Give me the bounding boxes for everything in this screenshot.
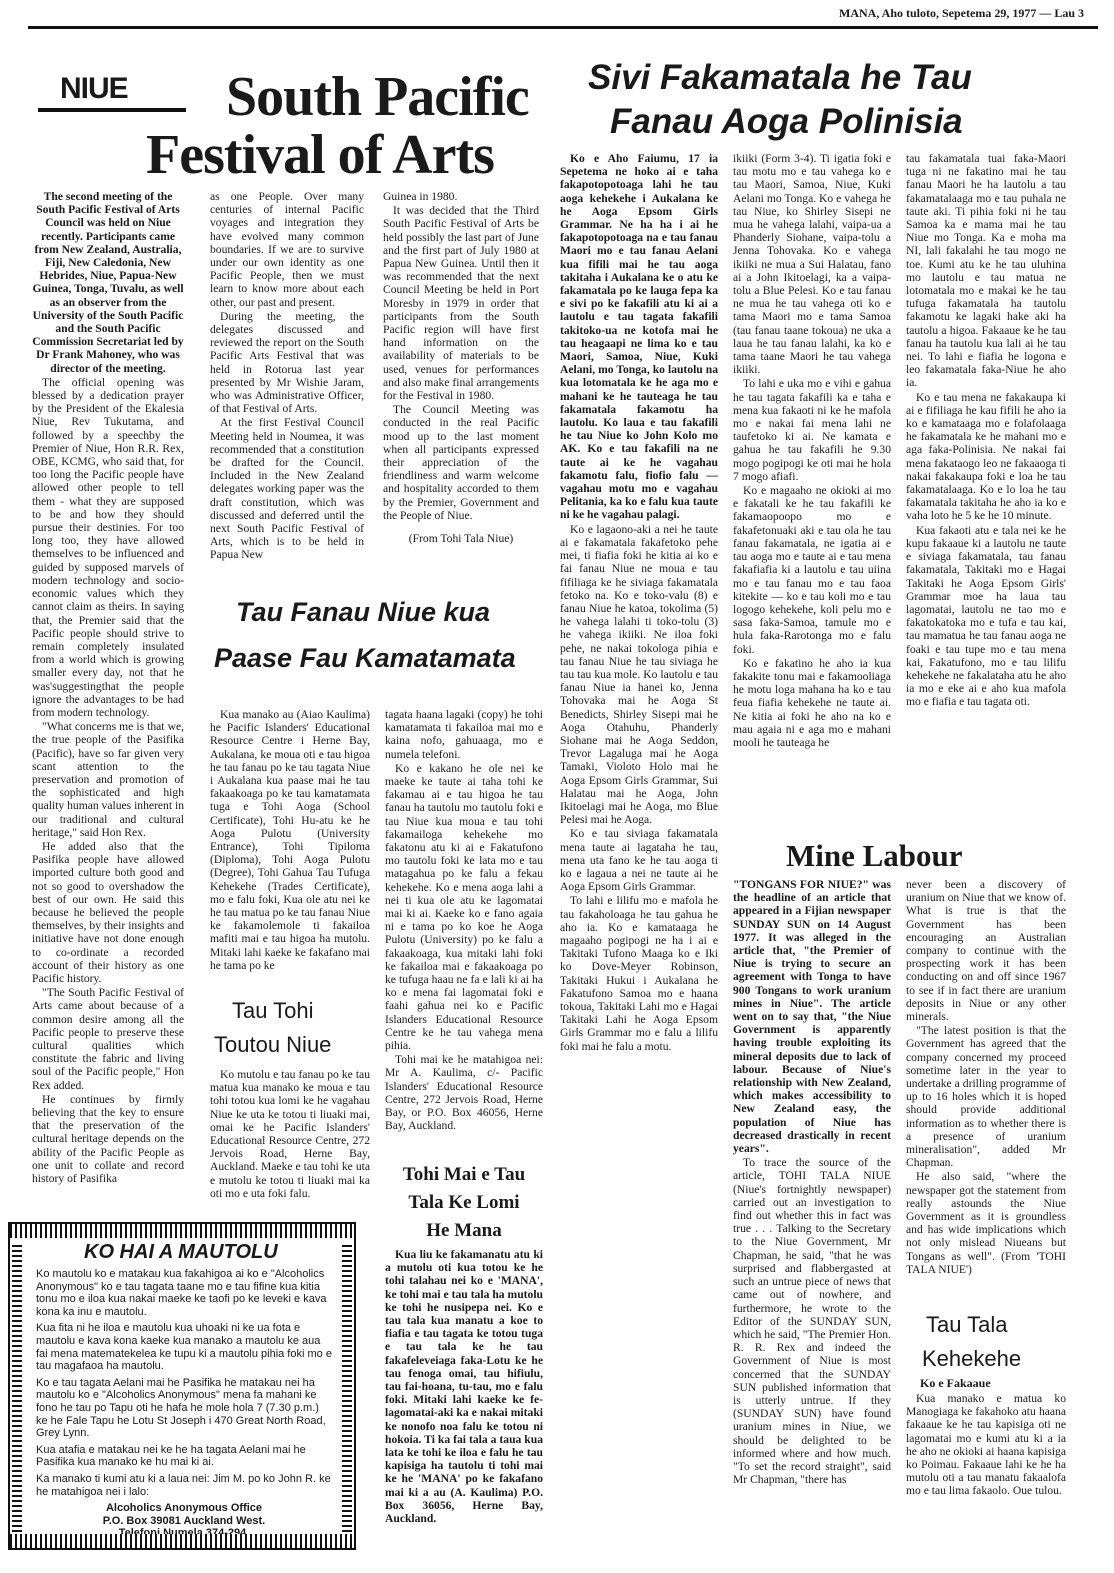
article3-column-2 <box>385 708 543 1156</box>
article1-paragraph: He added also that the Pasifika people have allowed imported culture both good and not so good to overshadow the best of our own. He said this because he believed the people themselves, by their insights and initiative have not done enough to co-ordinate a recorded account of their history as one Pacific history. <box>32 839 184 985</box>
article3-paragraph: Tohi mai ke he matahigoa nei: Mr A. Kaulima, c/- Pacific Islanders' Educational Resource Centre, 272 Jervois Road, Herne Bay, or P.O. Box 46056, Herne Bay, Auckland. <box>385 1053 543 1133</box>
article1-column-3 <box>383 190 539 584</box>
article2-paragraph: Ko e magaaho ne okioki ai mo e fakatali ke he tau fakafili ke fakamaopoopo mo e fakafetonuaki aki e tau ola he tau fanau fakamatala, ne igatia ai e tau aoga mo e taute ai e tau mena fakafiafia ki a lautolu e tau uiina mo e tau fanau mo e tau faoa kitekite — ko e tau koli mo e tau logogo kehekehe, koli pelu mo e sasa faka-Samoa, tamule mo e hula faka-Rarotonga mo e falu foki. <box>733 484 891 656</box>
article1-paragraph: "The South Pacific Festival of Arts came about because of a common desire among all the Pacific people to preserve these cultural qualities which constitute the fabric and living soul of the Pacific people," Hon Rex added. <box>32 986 184 1092</box>
article7-subhead: Ko e Fakaaue <box>920 1376 991 1390</box>
article3-paragraph: Kua manako au (Aiao Kaulima) he Pacific Islanders' Educational Resource Centre i Herne Bay, Aukalana, ke moua oti e tau higoa he tau fanau po ke tau tagata Niue i Aukalana kua paase mai he tau fakaakoaga po ke tau kamatamata tuga e Tohi Aoga (School Certificate), Tohi Hu-atu ke he Aoga Pulotu (University Entrance), Tohi Tipiloma (Diploma), Tohi Aoga Pulotu (Degree), Tohi Gahua Tau Tufuga Kehekehe (Trades Certificate), mo e falu foki, Kua ole atu nei ke he tau matua po ke tau fanau Niue ke fakamolemole ti fakailoa mafiti mai e tau higoa ha mutolu. Mitaki lahi kaeke ke fakafano mai he tama po ke <box>210 708 370 972</box>
article3-paragraph: tagata haana lagaki (copy) he tohi kamatamata ti fakailoa mai mo e kaina nofo, gahuaaga, mo e numela telefoni. <box>385 708 543 761</box>
article1-lead: The second meeting of the South Pacific Festival of Arts Council was held on Niue recently. Participants came from New Zealand, Australia, Fiji, New Caledonia, New Hebrides, Niue, Papua-New Guinea, Tonga, Tuvalu, as well as an observer from the University of the South Pacific and the South Pacific Commission Secretariat led by Dr Frank Mahoney, who was director of the meeting. <box>32 190 184 375</box>
ad-address-name: Alcoholics Anonymous Office <box>105 1502 263 1515</box>
article2-lead: Ko e Aho Faiumu, 17 ia Sepetema ne hoko ai e taha fakapotopotoaga lahi he tau aoga kehekehe i Aukalana ke he Aoga Epsom Girls Grammar. Ne ha ha i ai he fakapotopotoaga na e tau fanau Maori mo e tau fanau Aelani kua fifili mai he tau aoga takitaha i Aukalana ke o atu ke fakamatala po ke lauga fepa ka e sivi po ke fakafili atu ki ai a lautolu e tau tagata fakafili takitoko-ua ne kotofa mai he tau heagaapi ne lima ko e tau Maori, Samoa, Niue, Kuki Aelani, mo Tonga, ko lautolu na kua lotomatala ke he aga mo e mahani ke he tauteaga he tau fakamatala fakamotu ha lautolu. Ko laua e tau fakafili he tau Niue ko John Kolo mo AK. Ko e tau fakafili na ne taute ai ke he vagahau fakamotu falu, fiofio falu — vagahau motu mo e vagahau Pelitania, ka ko e falu kua taute ni ke he vagahau palagi. <box>560 152 718 522</box>
ad-address-box: P.O. Box 39081 Auckland West. <box>102 1514 266 1527</box>
article5-body <box>385 1248 543 1558</box>
article7-paragraph: Kua manako e matua ko Manogiaga ke fakahoko atu haana fakaaue ke he tau kapisiga oti ne lagomatai mo e kumi atu ki a ia he aho ne okioki ai haana kapisiga ko Poimau. Fakaaue lahi ke he ha mutolu oti a tau manatu fakaalofa mo e tau lima fakaolo. Oue tulou. <box>906 1392 1066 1498</box>
section-tag: NIUE <box>60 72 128 105</box>
article5-paragraph: Kua liu ke fakamanatu atu ki a mutolu oti kua totou ke he tohi talahau nei ko e 'MANA', ke tohi mai e tau tala ha mutolu ke tohi he nusipepa nei. Ko e tau tala kua manatu a koe to fiafia e tau tagata ke totou tuga e tau tala ke he tau fakafeleveiaga faka-Lotu ke he tau fenoga omai, tau hifiulu, tau fai-hoana, tu-tau, mo e falu foki. Mitaki lahi kaeke ke fe-lagomatai-aki ka e nakai mitaki ke nonofo noa falu ke totou ni hokoia. Ti ka fai tala a taua kua lata ke tohi ke iloa e falu he tau kapisiga ha tautolu ti tohi mai ke he 'MANA' po ke fakafano mai ki a au (A. Kaulima) P.O. Box 36056, Herne Bay, Auckland. <box>385 1248 543 1526</box>
article1-column-2 <box>210 190 364 584</box>
ad-left-border <box>12 1242 22 1532</box>
article2-title-line2: Fanau Aoga Polinisia <box>610 102 963 141</box>
article5-title-line2: Tala Ke Lomi <box>408 1192 520 1213</box>
article2-paragraph: Ko e fakatino he aho ia kua fakakite tonu mai e fakamooliaga he motu loga mahana ha ko e tau feua fiafia kehekehe ne taute ai. Ne kitia ai foki he aho na ko e mau agaia ni e aga mo e mahani mooli he tauteaga he <box>733 656 891 749</box>
section-tag-rule <box>38 108 186 112</box>
article1-credit: (From Tohi Tala Niue) <box>408 532 514 546</box>
article4-title-line2: Toutou Niue <box>214 1032 332 1057</box>
ad-title: KO HAI A MAUTOLU <box>84 1241 278 1263</box>
article3-title-line2: Paase Fau Kamatamata <box>214 643 516 673</box>
article1-column-1 <box>32 190 184 1212</box>
alcoholics-anonymous-ad <box>8 1222 356 1550</box>
article6-paragraph: To trace the source of the article, TOHI TALA NIUE (Niue's fortnightly newspaper) carried out an investigation to find out whether this in fact was true . . . Talking to the Secretary to the Niue Government, Mr Chapman, he said, "that he was surprised and flabbergasted at such an untrue piece of news that came out of nowhere, and furthermore, he wrote to the Editor of the SUNDAY SUN, which he said, "The Premier Hon. R. R. Rex and indeed the Government of Niue is most concerned that the SUNDAY SUN published information that is utterly untrue. If they (SUNDAY SUN) have found uranium mines in Niue, we should be delighted to be informed where and how much. "To set the record straight", said Mr Chapman, "there has <box>733 1156 891 1487</box>
article1-paragraph: as one People. Over many centuries of internal Pacific voyages and integration they have evolved many common boundaries. If we are to survive under our own identity as one Pacific People, then we must learn to know more about each other, our past and present. <box>210 190 364 309</box>
article3-title-line1: Tau Fanau Niue kua <box>236 597 491 627</box>
ad-paragraph: Ko e tau tagata Aelani mai he Pasifika he matakau nei ha mautolu ko e "Alcoholics Anonymous" mena fa mahani ke fono he tau po Tapu oti he hafa he mole hola 7 (7.30 p.m.) ke he Fale Tapu he Lotu St Joseph i 470 Great North Road, Grey Lynn. <box>36 1376 326 1440</box>
article1-paragraph: "What concerns me is that we, the true people of the Pasifika (Pacific), have so far given very scant attention to the preservation and promotion of the sophisticated and high quality human values inherent in our traditional and cultural heritage," said Hon Rex. <box>32 720 184 839</box>
article2-paragraph: To lahi e uka mo e vihi e gahua he tau tagata fakafili ka e taha e mena kua fakaoti ni ke he mafola mo e nakai fai mena lahi ne taufetoko ki ai. Ne kamata e gahua he tau fakafili he 9.30 mogo pogipogi ke oti mai he hola 7 mogo afiafi. <box>733 377 891 483</box>
article1-paragraph: At the first Festival Council Meeting held in Noumea, it was recommended that a constitution be drafted for the Council. Included in the New Zealand delegates working paper was the draft constitution, which was discussed and deferred until the next South Pacific Festival of Arts, which is to be held in Papua New <box>210 416 364 562</box>
article2-column-1 <box>560 152 718 1552</box>
article4-body <box>210 1068 370 1220</box>
article6-paragraph: never been a discovery of uranium on Niue that we know of. What is true is that the Government has been encouraging an Australian company to continue with the prospecting work it has been conducting on and off since 1967 to see if in fact there are uranium deposits in Niue or any other minerals. <box>906 878 1066 1024</box>
page-masthead: MANA, Aho tuloto, Sepetema 29, 1977 — Lau 3 <box>839 6 1084 20</box>
article2-column-2 <box>733 152 891 832</box>
article6-column-2 <box>906 878 1066 1306</box>
article2-paragraph: To lahi e lilifu mo e mafola he tau fakaholoaga he tau gahua he aho ia. Ko e kamataaga he magaaho pogipogi ne ha i ai e Takitaki Tufono Maaga ko e Iki ko Dove-Meyer Robinson, Takitaki Hukui i Aukalana he Fakatufono Samoa mo e haana tokoua, Takitaki Lahi mo e Hagai Takitaki Lahi he Aoga Epsom Girls Grammar mo e falu a lilifu foki mai he falu a motu. <box>560 894 718 1053</box>
masthead-rule <box>28 26 1098 29</box>
article1-title-line1: South Pacific <box>226 66 529 128</box>
ad-paragraph: Kua atafia e matakau nei ke he ha tagata Aelani mai he Pasifika kua manako ke hu mai ki ai. <box>36 1443 306 1469</box>
article6-paragraph: He also said, "where the newspaper got the statement from really astounds the Niue Government as it is groundless and has wide implications which not only mislead Niueans but Tongans as well". (From 'TOHI TALA NIUE') <box>906 1170 1066 1276</box>
article7-body <box>906 1392 1066 1554</box>
article6-title: Mine Labour <box>786 838 963 873</box>
article1-paragraph: Guinea in 1980. <box>383 190 458 203</box>
article6-lead: "TONGANS FOR NIUE?" was the headline of an article that appeared in a Fijian newspaper SUNDAY SUN on 14 August 1977. It was alleged in the article that, "the Premier of Niue is trying to secure an agreement with Tonga to have 900 Tongans to work uranium mines in Niue". The article went on to say that, "the Niue Government is apparently having trouble exploiting its mineral deposits due to lack of labour. Because of Niue's relationship with New Zealand, which makes accessibility to New Zealand easy, the population of Niue has decreased drastically in recent years". <box>733 878 891 1156</box>
article2-paragraph: Kua fakaoti atu e tala nei ke he kupu fakaaue ki a lautolu ne taute e siviaga fakamatala, tau fanau fakamatala, Takitaki mo e Hagai Takitaki he Aoga Epsom Girls' Grammar moe ha laua tau lagomatai, lautolu ne tao mo e fakatokatoka mo e tufa e tau kai, tau mamatua he tau fanau aoga ne foaki e tau tupe mo e tau mena kai, Fakatufono, mo e tau lilifu kehekehe ne fakalataha atu he aho ia mo e eke ai e aho kua mafola mo e fiafia e tau tagata oti. <box>906 523 1066 709</box>
article4-paragraph: Ko mutolu e tau fanau po ke tau matua kua manako ke moua e tau tohi totou kua lomi ke he vagahau Niue ke uta ke totou ti liuaki mai, omai ke he Pacific Islanders' Educational Resource Centre, 272 Jervois Road, Herne Bay, Auckland. Maeke e tau tohi ke uta e mutolu ke totou ti liuaki mai ka oti mo e uta foki falu. <box>210 1068 370 1200</box>
article6-paragraph: "The latest position is that the Government has agreed that the company concerned my proceed sometime later in the year to undertake a drilling programme of up to 16 holes which it is hoped should provide additional information as to whether there is a presence of uranium mineralisation", added Mr Chapman. <box>906 1024 1066 1170</box>
ad-top-border <box>10 1224 354 1238</box>
article5-title-line1: Tohi Mai e Tau <box>402 1164 526 1185</box>
article2-paragraph: Ko e lagaono-aki a nei he taute ai e fakamatala fakafetoko pehe mei, ti fiafia foki he kitia ai ko e fai fanau Niue ne moua e tau fifiliaga ke he siviaga fakamatala fetoko na. Ko e toko-valu (8) e fanau Niue he katoa, tokolima (5) he vahega lalahi ti toko-tolu (3) he vahega ikiiki. Ne iloa foki pehe, ne nakai tokologa pihia e tau fanau Niue he tau siviaga he tau tau kua mole. Ko lautolu e tau fanau Niue ia hanei ko, Jenna Tohovaka mai he Aoga St Benedicts, Shirley Sisepi mai he Aoga Otahuhu, Phanderly Siohane mai he Aoga Seddon, Trevor Lagaluga mai he Aoga Tamaki, Violoto Holo mai he Aoga Epsom Girls Grammar, Sui Halatau mai he Aoga, John Ikitoelagi mai he Aoga, mo Blue Pelesi mai he Aoga. <box>560 522 718 827</box>
article2-paragraph: Ko e tau siviaga fakamatala mena taute ai lagataha he tau, mena uta fano ke he tau aoga ti ko e lagaua a nei ne taute ai he Aoga Epsom Girls Grammar. <box>560 827 718 894</box>
article4-title-line1: Tau Tohi <box>232 998 314 1023</box>
article2-paragraph: Ko e tau mena ne fakakaupa ki ai e fifiliaga he kau fifili he aho ia ko e kamataaga mo e folafolaaga he fakamatala ke he mahani mo e aga faka-Polinisia. Ne nakai fai mena fakataogo leo ne fakaaoga ti nakai fakakaupa foki e loa he tau fakamatalaaga. Ko e lo loa he tau fakamatala takitaha he aho ia ko e vaha loto he 5 ke he 10 minute. <box>906 390 1066 523</box>
article5-title-line3: He Mana <box>426 1220 502 1241</box>
article2-title-line1: Sivi Fakamatala he Tau <box>588 58 972 97</box>
article3-paragraph: Ko e kakano he ole nei ke maeke ke taute ai taha tohi ke fakamau ai e tau higoa he tau fanau ha tautolu mo tautolu foki e tau Niue kua moua e tau tohi fakamailoga kehekehe mo fakatonu atu ki ai e Fakatufono mo tautolu foki ke lata mo e tau matagahua po ke falu a fekau kehekehe. Ko e mena aoga lahi a nei ti kua ole atu ke lagomatai mai ki ai. Kaeke ko e fano agaia ni e tama po ko koe he Aoga Pulotu (University) po ke falu a fakaakoaga, kua mitaki lahi foki ke fakailoa mai e fakaakoaga po ke tufuga haau ne fa e lali ki ai ha ko e mena fai lagomatai foki e faahi gahua nei ko e Pacific Islanders Educational Resource Centre ke he tau vahega mena pihia. <box>385 761 543 1053</box>
article1-paragraph: During the meeting, the delegates discussed and reviewed the report on the South Pacific Arts Festival that was held in Rotorua last year presented by Mr Wishie Jaram, who was Administrative Officer, of that Festival of Arts. <box>210 309 364 416</box>
article1-title-line2: Festival of Arts <box>146 124 494 186</box>
article1-paragraph: It was decided that the Third South Pacific Festival of Arts be held possibly the last part of June and the first part of July 1980 at Papua New Guinea. Until then it was recommended that the next Council Meeting be held in Port Moresby in 1979 in order that participants from the South Pacific region will have first hand information on the availability of materials to be used, venues for performances and also make final arrangements for the Festival in 1980. <box>383 204 539 403</box>
ad-right-border <box>342 1242 352 1532</box>
article1-paragraph: The Council Meeting was conducted in the real Pacific mood up to the last moment when all participants expressed their appreciation of the friendliness and warm welcome and hospitality accorded to them by the Premier, Government and the People of Niue. <box>383 403 539 522</box>
article7-title-line2: Kehekehe <box>922 1346 1022 1371</box>
article1-paragraph: He continues by firmly believing that the key to ensure that the preservation of the cultural heritage depends on the ability of the Pacific People as one unit to collate and record history of Pasifika <box>32 1092 184 1186</box>
ad-bottom-border <box>10 1534 354 1548</box>
ad-paragraph: Ka manako ti kumi atu ki a laua nei: Jim M. po ko John R. ke he matahigoa nei i lalo: <box>36 1472 331 1498</box>
ad-paragraph: Kua fita ni he iloa e mautolu kua uhoaki ni ke ua fota e mautolu e kava kona kaeke kua manako a mautolu ke aua fai mena matematekelea ke tupu ki a mautolu pihia foki mo e tau magafaoa ha mautolu. <box>36 1322 332 1373</box>
article2-paragraph: ikiiki (Form 3-4). Ti igatia foki e tau motu mo e tau vahega ko e tau Maori, Samoa, Niue, Kuki Aelani mo Tonga. Ko e vahega he tau Niue, ko Shirley Sisepi ne mua he vahega lalahi, vaipa-ua a Phanderly Siohane, vaipa-tolu a Jenna Tohovaka. Ko e vahega ikiiki ne mua a Sui Halatau, fano ai a John Ikitoelagi, ka a vaipa-tolu a Blue Pelesi. Ko e tau fanau ne mua he tau vahega oti ko e tama Maori mo e tama Samoa (tau fanau taane tokoua) ne uka a laua he tau fanau lalahi, ka ko e tama taane Maori he tau vahega ikiiki. <box>733 152 891 377</box>
article2-column-3 <box>906 152 1066 832</box>
article2-paragraph: tau fakamatala tuai faka-Maori tuga ni ne fakatino mai he tau fanau Maori he ha lautolu a tau fakamatalaaga mo e tau puhala ne taute aki. Ti pihia foki ni he tau Samoa ka e mama mai he tau Niue mo Tonga. Ka e moha ma NI, lali fakalahi he tau mogo ne toe. Kumi atu ke he tau uluhina mo lautolu e tau matua ne lotomatala mo e makai ke he tau tufuga fakamatala ha tautolu fakamotu ke lagaki hake aki ha tautolu a higoa. Fakaaue ke he tau fanau ha tautolu kua lali ai he tau nei. To lahi e fiafia he logona e leo fakamatala faka-Niue he aho ia. <box>906 152 1066 390</box>
ad-body <box>36 1268 332 1540</box>
article7-title-line1: Tau Tala <box>926 1312 1008 1337</box>
article6-column-1 <box>733 878 891 1558</box>
ad-paragraph: Ko mautolu ko e matakau kua fakahigoa ai ko e "Alcoholics Anonymous" ko e tau tagata taane mo e tau fifine kua kitia tonu mo e iloa kua nakai maeke ke taofi po ke leveki e kava kona ka inu e mautolu. <box>36 1268 327 1318</box>
article1-paragraph: The official opening was blessed by a dedication prayer by the President of the Ekalesia Niue, Rev Tukutama, and followed by a speechby the Premier of Niue, Hon R.R. Rex, OBE, KCMG, who said that, for too long the Pacific people have allowed other people to tell them - what they are supposed to be and how they should pursue their destinies. For too long too, they have allowed themselves to be influenced and guided by supposed marvels of modern technology and socio-economic values which they cannot claim as theirs. In saying that, the Premier said that the Pacific people should strive to remain completely insulated from a world which is growing smaller every day, not that he was'suggestingthat the people ignore the advantages to be had from modern technology. <box>32 375 184 719</box>
article3-column-1 <box>210 708 370 990</box>
